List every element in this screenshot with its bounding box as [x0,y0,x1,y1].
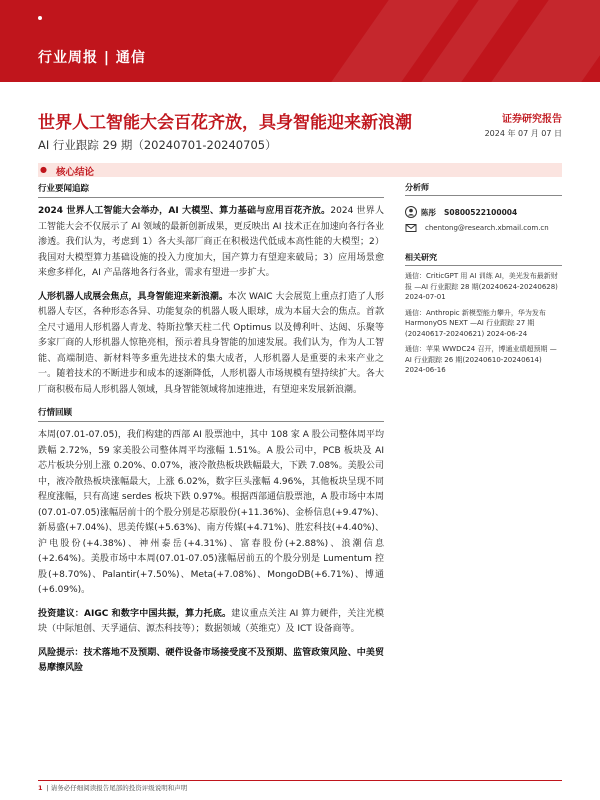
analyst-cert: S0800522100004 [444,207,518,217]
page-number: 1 [38,784,43,792]
paragraph-text: 本次 WAIC 大会展览上重点打造了人形机器人专区，各种形态各异、功能复杂的机器人吸人眼球，成为本届大会的焦点。首款全尺寸通用人形机器人青龙、特斯拉擎天柱二代 Optimus 以及傅利叶、达闼、乐聚等多家厂商的人形机器人惊艳亮相，预示着具身智能的加速发展。我们认为，作为人工智能、高端制造、新材料等多重先进技术的集大成者，人形机器人是重要的未来产业之一。随着技术的不断进步和成本的逐渐降低，人形机器人市场规模有望持续扩大。各大厂商积极布局人形机器人领域，具身智能领域将加速推进，有望迎来发展新浪潮。 [38,291,384,395]
report-date: 2024 年 07 月 07 日 [484,129,562,138]
analyst-email[interactable]: chentong@research.xbmail.com.cn [425,224,549,232]
sidebar [405,182,562,376]
analyst-row [405,206,562,218]
report-title: 世界人工智能大会百花齐放，具身智能迎来新浪潮 [38,113,412,133]
paragraph-text: 2024 世界人工智能大会不仅展示了 AI 领域的最新创新成果，更反映出 AI 技术正在加速向各行各业渗透。我们认为，考虑到 1）各大头部厂商正在积极迭代低成本高性能的大模型；2）我国对大模型算力基础设施的投入力度加大，国产算力有望迎来破局；3）应用场景愈来愈多样化，AI 产品落地各行各业，需求有望进一步扩大。 [38,206,384,278]
report-subtitle: AI 行业跟踪 29 期（20240701-20240705） [38,138,277,152]
paragraph-lead: 投资建议：AIGC 和数字中国共振，算力托底。 [38,608,232,619]
core-conclusion-label: 核心结论 [56,167,95,178]
paragraph-text: 本周(07.01-07.05)，我们构建的西部 AI 股票池中，其中 108 家 A 股公司整体周平均跌幅 2.72%，59 家美股公司整体周平均涨幅 1.51%。A 股公司中，PCB 板块及 AI 芯片板块分别上涨 0.20%、0.07%，液冷散热板块跌幅最大，下跌 7.08%。美股公司中，液冷散热板块涨幅最大，上涨 6.02%，数字巨头涨幅 4.96%，其他板块呈现不同程度涨幅，只有高速 serdes 板块下跌 0.97%。根据西部通信股票池，A 股市场中本周(07.01-07.05)涨幅居前十的个股分别是芯原股份(+11.36%)、金桥信息(+9.47%)、新易盛(+7.04%)、思美传媒(+5.63%)、南方传媒(+4.71%)、胜宏科技(+4.40%)、沪电股份(+4.38%)、神州泰岳(+4.31%)、富春股份(+2.88%)、浪潮信息(+2.64%)。美股市场中本周(07.01-07.05)涨幅居前五的个股分别是 Lumentum 控股(+8.70%)、Palantir(+7.50%)、Meta(+7.08%)、MongoDB(+6.71%)、博通(+6.09%)。 [38,430,384,595]
paragraph [38,428,384,599]
paragraph [38,204,384,282]
related-report-link[interactable]: 通信：Anthropic 新模型能力攀升，华为发布 HarmonyOS NEXT —AI 行业跟踪 27 期(20240617-20240621) 2024-06-24 [405,308,546,338]
paragraph-lead: 人形机器人成展会焦点，具身智能迎来新浪潮。 [38,291,229,302]
paragraph-lead: 风险提示：技术落地不及预期、硬件设备市场接受度不及预期、监管政策风险、中美贸易摩擦风险 [38,647,384,673]
footer-divider [38,780,562,781]
section-heading: 行业要闻追踪 [38,182,384,198]
footer [38,783,187,792]
paragraph-text: 建议重点关注 AI 算力硬件，关注光模块（中际旭创、天孚通信、源杰科技等）；数据领域（英维克）及 ICT 设备商等。 [38,608,384,634]
banner-dot-icon [38,16,42,20]
main-content [38,182,384,685]
paragraph [38,646,384,677]
paragraph-lead: 2024 世界人工智能大会举办，AI 大模型、算力基础与应用百花齐放。 [38,206,331,216]
email-row [405,222,562,234]
footer-disclaimer: | 请务必仔细阅读报告尾部的投资评级说明和声明 [46,784,188,792]
banner-title: 行业周报 | 通信 [38,50,146,66]
related-report-link[interactable]: 通信：CriticGPT 用 AI 训练 AI，美光发布最新财报 —AI 行业跟踪 28 期(20240624-20240628) 2024-07-01 [405,272,558,301]
analyst-heading: 分析师 [405,182,562,196]
paragraph [38,607,384,638]
core-conclusion-bar [38,163,562,177]
person-icon [405,206,417,218]
related-heading: 相关研究 [405,252,562,266]
header-banner [0,0,600,82]
mail-icon [405,222,417,234]
related-report-link[interactable]: 通信：苹果 WWDC24 召开，博通业绩超预期 —AI 行业跟踪 26 期(20240610-20240614) 2024-06-16 [405,345,557,374]
analyst-name: 陈彤 [421,207,436,217]
paragraph [38,290,384,399]
section-heading: 行情回顾 [38,406,384,422]
report-type: 证券研究报告 [502,114,562,125]
bullet-icon: ● [40,165,47,174]
